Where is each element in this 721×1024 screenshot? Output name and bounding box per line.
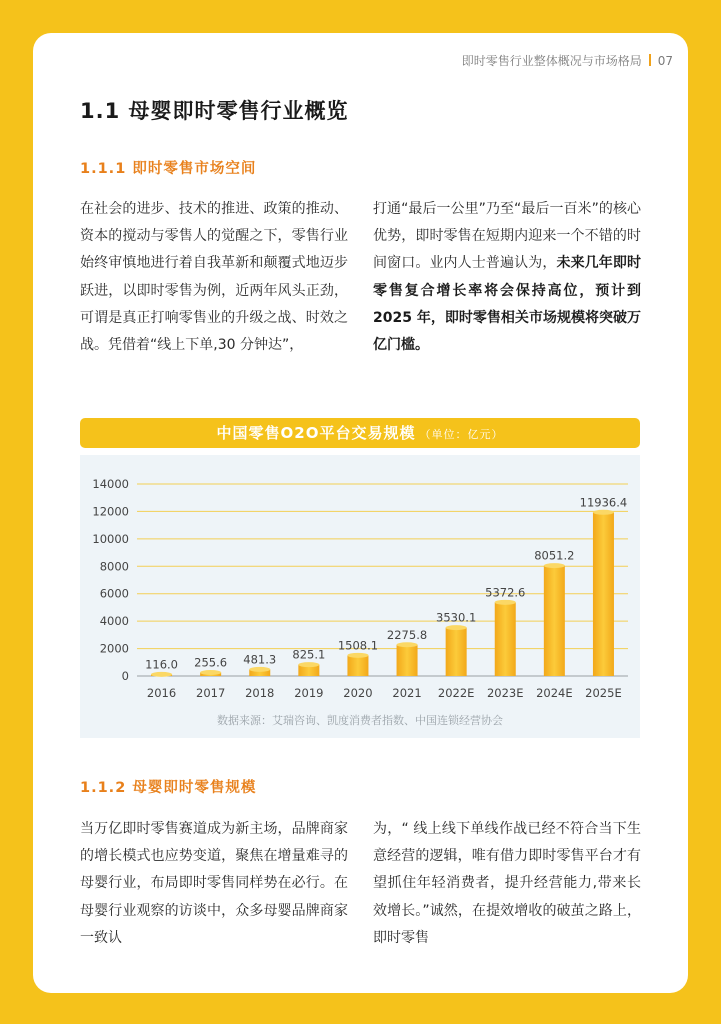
x-tick-label: 2019 — [294, 686, 324, 700]
bar — [593, 512, 614, 676]
bar-top — [298, 662, 319, 667]
x-tick-label: 2021 — [392, 686, 422, 700]
bar-top — [200, 670, 221, 675]
x-tick-label: 2024E — [536, 686, 573, 700]
y-tick-label: 4000 — [99, 614, 129, 629]
header-separator — [649, 54, 651, 66]
paragraph-2-right: 为，“ 线上线下单线作战已经不符合当下生意经营的逻辑，唯有借力即时零售平台才有望抓住年轻消费者，提升经营能力,带来长效增长。”诚然，在提效增收的破茧之路上，即时零售 — [373, 821, 641, 946]
bar — [495, 602, 516, 676]
y-tick-label: 8000 — [99, 559, 129, 574]
x-tick-label: 2023E — [486, 686, 524, 700]
paragraph-1-right — [373, 196, 641, 359]
data-label: 2275.8 — [386, 627, 428, 642]
bar-top — [151, 672, 172, 677]
data-label: 3530.1 — [436, 610, 477, 625]
paragraph-1-left: 在社会的进步、技术的推进、政策的推动、资本的搅动与零售人的觉醒之下，零售行业始终审慎地进行着自我革新和颠覆式地迈步跃进，以即时零售为例，近两年风头正劲，可谓是真正打响零售业的升级之战、时效之战。凭借着“线上下单,30 分钟达”， — [80, 201, 348, 354]
y-tick-label: 10000 — [92, 531, 129, 546]
bar-top — [593, 510, 614, 515]
data-label: 481.3 — [243, 652, 277, 667]
data-label: 5372.6 — [485, 585, 526, 600]
bar-top — [446, 625, 467, 630]
data-label: 1508.1 — [337, 638, 379, 653]
data-label: 825.1 — [292, 647, 326, 662]
chart-panel — [80, 455, 640, 738]
bar-chart — [80, 455, 640, 738]
data-label: 8051.2 — [534, 548, 575, 563]
bar — [347, 655, 368, 676]
bar-top — [249, 667, 270, 672]
x-tick-label: 2025E — [585, 686, 622, 700]
data-label: 11936.4 — [579, 495, 628, 510]
page-number: 07 — [657, 54, 673, 68]
chart-unit: （单位：亿元） — [419, 428, 504, 441]
paragraph-1-right-plain: 打通“最后一公里”乃至“最后一百米”的核心优势，即时零售在短期内迎来一个不错的时间窗口。业内人士普遍认为， — [373, 201, 641, 272]
y-tick-label: 12000 — [92, 504, 129, 519]
chart-source: 数据来源：艾瑞咨询、凯度消费者指数、中国连锁经营协会 — [217, 714, 503, 727]
bar — [446, 628, 467, 676]
bar — [544, 566, 565, 676]
x-tick-label: 2017 — [196, 686, 226, 700]
y-tick-label: 14000 — [92, 477, 129, 491]
header-title: 即时零售行业整体概况与市场格局 — [461, 54, 642, 68]
bar-top — [495, 600, 516, 605]
data-label: 255.6 — [194, 655, 228, 670]
bar — [397, 645, 418, 676]
y-tick-label: 6000 — [99, 586, 129, 601]
chart-title-banner — [80, 418, 640, 448]
bar-top — [347, 653, 368, 658]
chart-title: 中国零售O2O平台交易规模 — [216, 424, 416, 442]
x-tick-label: 2020 — [343, 686, 373, 700]
subsection-title-2: 1.1.2 母婴即时零售规模 — [80, 780, 257, 796]
x-tick-label: 2016 — [146, 686, 177, 700]
subsection-title-1: 1.1.1 即时零售市场空间 — [80, 161, 257, 177]
running-header — [33, 52, 673, 69]
x-tick-label: 2018 — [245, 686, 275, 700]
section-title: 1.1 母婴即时零售行业概览 — [80, 99, 349, 123]
y-tick-label: 0 — [121, 669, 129, 683]
x-tick-label: 2022E — [437, 686, 475, 700]
bar-top — [397, 642, 418, 647]
paragraph-1-right-bold: 未来几年即时零售复合增长率将会保持高位，预计到 2025 年，即时零售相关市场规模将突破万亿门槛。 — [373, 255, 642, 354]
bar-top — [544, 563, 565, 568]
y-tick-label: 2000 — [99, 641, 129, 656]
data-label: 116.0 — [145, 657, 179, 672]
paragraph-2-left: 当万亿即时零售赛道成为新主场，品牌商家的增长模式也应势变道，聚焦在增量难寻的母婴行业，布局即时零售同样势在必行。在母婴行业观察的访谈中，众多母婴品牌商家一致认 — [80, 821, 348, 946]
